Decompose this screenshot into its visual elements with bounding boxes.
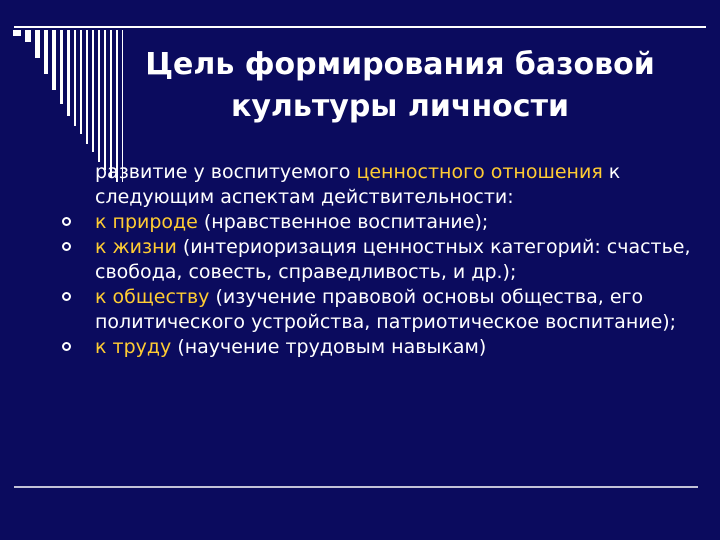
intro-text-2: к следующим аспектам действительности: bbox=[95, 161, 621, 208]
title-line-1: Цель формирования базовой bbox=[145, 47, 655, 82]
list-item-nature bbox=[62, 210, 702, 235]
item-text: (интериоризация ценностных категорий: счастье, свобода, совесть, справедливость, и др.); bbox=[95, 236, 691, 283]
item-highlight: к труду bbox=[95, 336, 172, 358]
list-item-life bbox=[62, 235, 702, 285]
list-item-society bbox=[62, 285, 702, 335]
item-text: (нравственное воспитание); bbox=[197, 211, 489, 233]
slide-title bbox=[120, 44, 680, 128]
list-item-labor bbox=[62, 335, 702, 360]
item-highlight: к обществу bbox=[95, 286, 210, 308]
item-highlight: к природе bbox=[95, 211, 198, 233]
intro-text-1: развитие у воспитуемого bbox=[95, 161, 357, 183]
intro-paragraph bbox=[62, 160, 702, 210]
bullet-icon bbox=[62, 242, 71, 251]
item-text: (изучение правовой основы общества, его политического устройства, патриотическое воспитание); bbox=[95, 286, 677, 333]
item-text: (научение трудовым навыкам) bbox=[171, 336, 487, 358]
intro-highlight: ценностного отношения bbox=[356, 161, 603, 183]
title-line-2: культуры личности bbox=[231, 89, 569, 124]
bullet-icon bbox=[62, 217, 71, 226]
slide-body bbox=[62, 160, 702, 360]
item-highlight: к жизни bbox=[95, 236, 177, 258]
bullet-icon bbox=[62, 342, 71, 351]
bullet-icon bbox=[62, 292, 71, 301]
